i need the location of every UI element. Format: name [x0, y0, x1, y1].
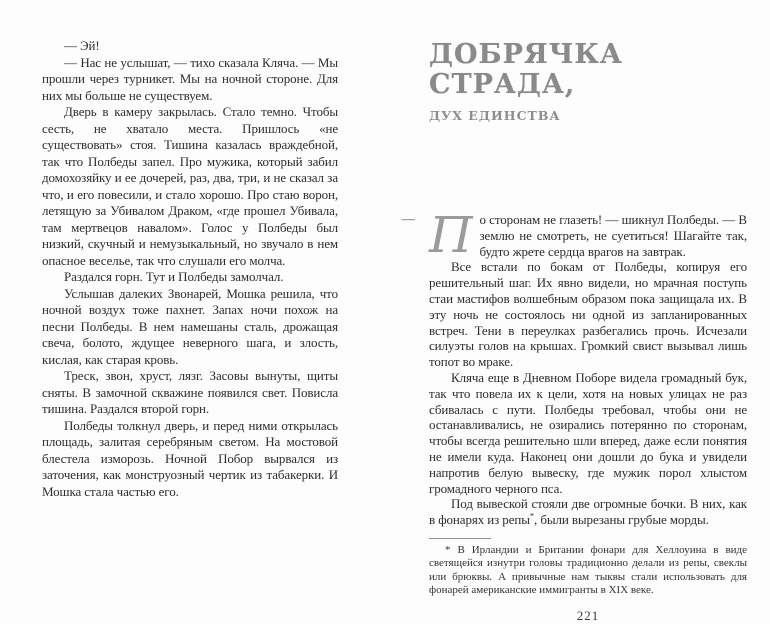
- opening-paragraph-text: о сторонам не глазеть! — шикнул Полбеды. — В землю не смотреть, не суетиться! Шагайте так, будто жрете сердца врагов на завтрак.: [479, 212, 747, 259]
- paragraph: — Нас не услышат, — тихо сказала Кляча. — Мы прошли через турникет. Мы на ночной стороне. Для них мы больше не существуем.: [42, 54, 338, 103]
- page-number: 221: [576, 607, 600, 623]
- left-page: [42, 38, 338, 500]
- chapter-subtitle: ДУХ ЕДИНСТВА: [429, 108, 561, 123]
- footnote-marker: *: [445, 543, 451, 556]
- paragraph: Все встали по бокам от Полбеды, копируя его решительный шаг. Их явно видели, но мрачная поступь стаи мастифов волшебным образом пока защищала их. В эту ночь не состоялось ни одной из запланированных встреч. Тени в переулках разбегались прочь. Исчезали силуэты голов на крышах. Громкий свист вызывал лишь топот во мраке.: [429, 259, 747, 370]
- paragraph: Треск, звон, хруст, лязг. Засовы вынуты, щиты сняты. В замочной скважине появился свет. Повисла тишина. Раздался второй горн.: [42, 368, 338, 416]
- footnote-text: В Ирландии и Британии фонари для Хеллоуина в виде светящейся изнутри головы традиционно делали из репы, свеклы или брюквы. А привычные нам тыквы стали использовать для фонарей американские иммигранты в XIX веке.: [429, 543, 747, 597]
- dialogue-dash: —: [402, 211, 415, 226]
- footnote: [429, 544, 747, 598]
- paragraph-text: , были вырезаны грубые морды.: [534, 512, 709, 528]
- footnote-divider: [429, 538, 491, 539]
- paragraph: [429, 496, 747, 528]
- paragraph: Кляча еще в Дневном Поборе видела громадный бук, так что повела их к цели, хотя на новых улицах не раз сбивалась с пути. Полбеды требовал, чтобы они не останавливались, не озирались потерянно по сторонам, чтобы всегда решительно шли вперед, даже если понятия не имели куда. Наконец они дошли до бука и увидели напротив белую вывеску, где мужик порол хлыстом громадного черного пса.: [429, 369, 747, 496]
- paragraph: Полбеды толкнул дверь, и перед ними открылась площадь, залитая серебряным светом. На мостовой блестела изморозь. Ночной Побор вырвался из заточения, как монструозный чертик из табакерки. И Мошка стала частью его.: [42, 417, 338, 499]
- paragraph: Дверь в камеру закрылась. Стало темно. Чтобы сесть, не хватало места. Пришлось «не существовать» стоя. Тишина казалась враждебной, так что Полбеды запел. Про мужика, который забил домохозяйку и ее дочерей, раз, два, три, и не сказал за что, и его повесили, и стало хорошо. Про стаю ворон, летящую за Убивалом Драком, «где прошел Убивала, там мертвецов навалом». Голос у Полбеды был низкий, скучный и немузыкальный, но звучало в нем опасное веселье, так что слушали его молча.: [42, 104, 338, 268]
- right-page: [402, 39, 747, 624]
- paragraph: — Эй!: [64, 38, 100, 53]
- chapter-title: ДОБРЯЧКА СТРАДА,: [429, 39, 623, 100]
- footnote-ref: *: [529, 510, 535, 521]
- drop-cap: П: [429, 206, 473, 264]
- paragraph: Услышав далеких Звонарей, Мошка решила, что ночной воздух тоже пахнет. Запах ночи похож на песни Полбеды. В нем намешаны сталь, дрожащая свеча, болото, ждущее неверного шага, и злость, кислая, как старая кровь.: [42, 285, 338, 367]
- paragraph: Раздался горн. Тут и Полбеды замолчал.: [64, 269, 284, 284]
- opening-paragraph: [402, 206, 747, 264]
- paragraph-text: Под вывеской стояли две огромные бочки. В них, как в фонарях из репы: [429, 496, 747, 528]
